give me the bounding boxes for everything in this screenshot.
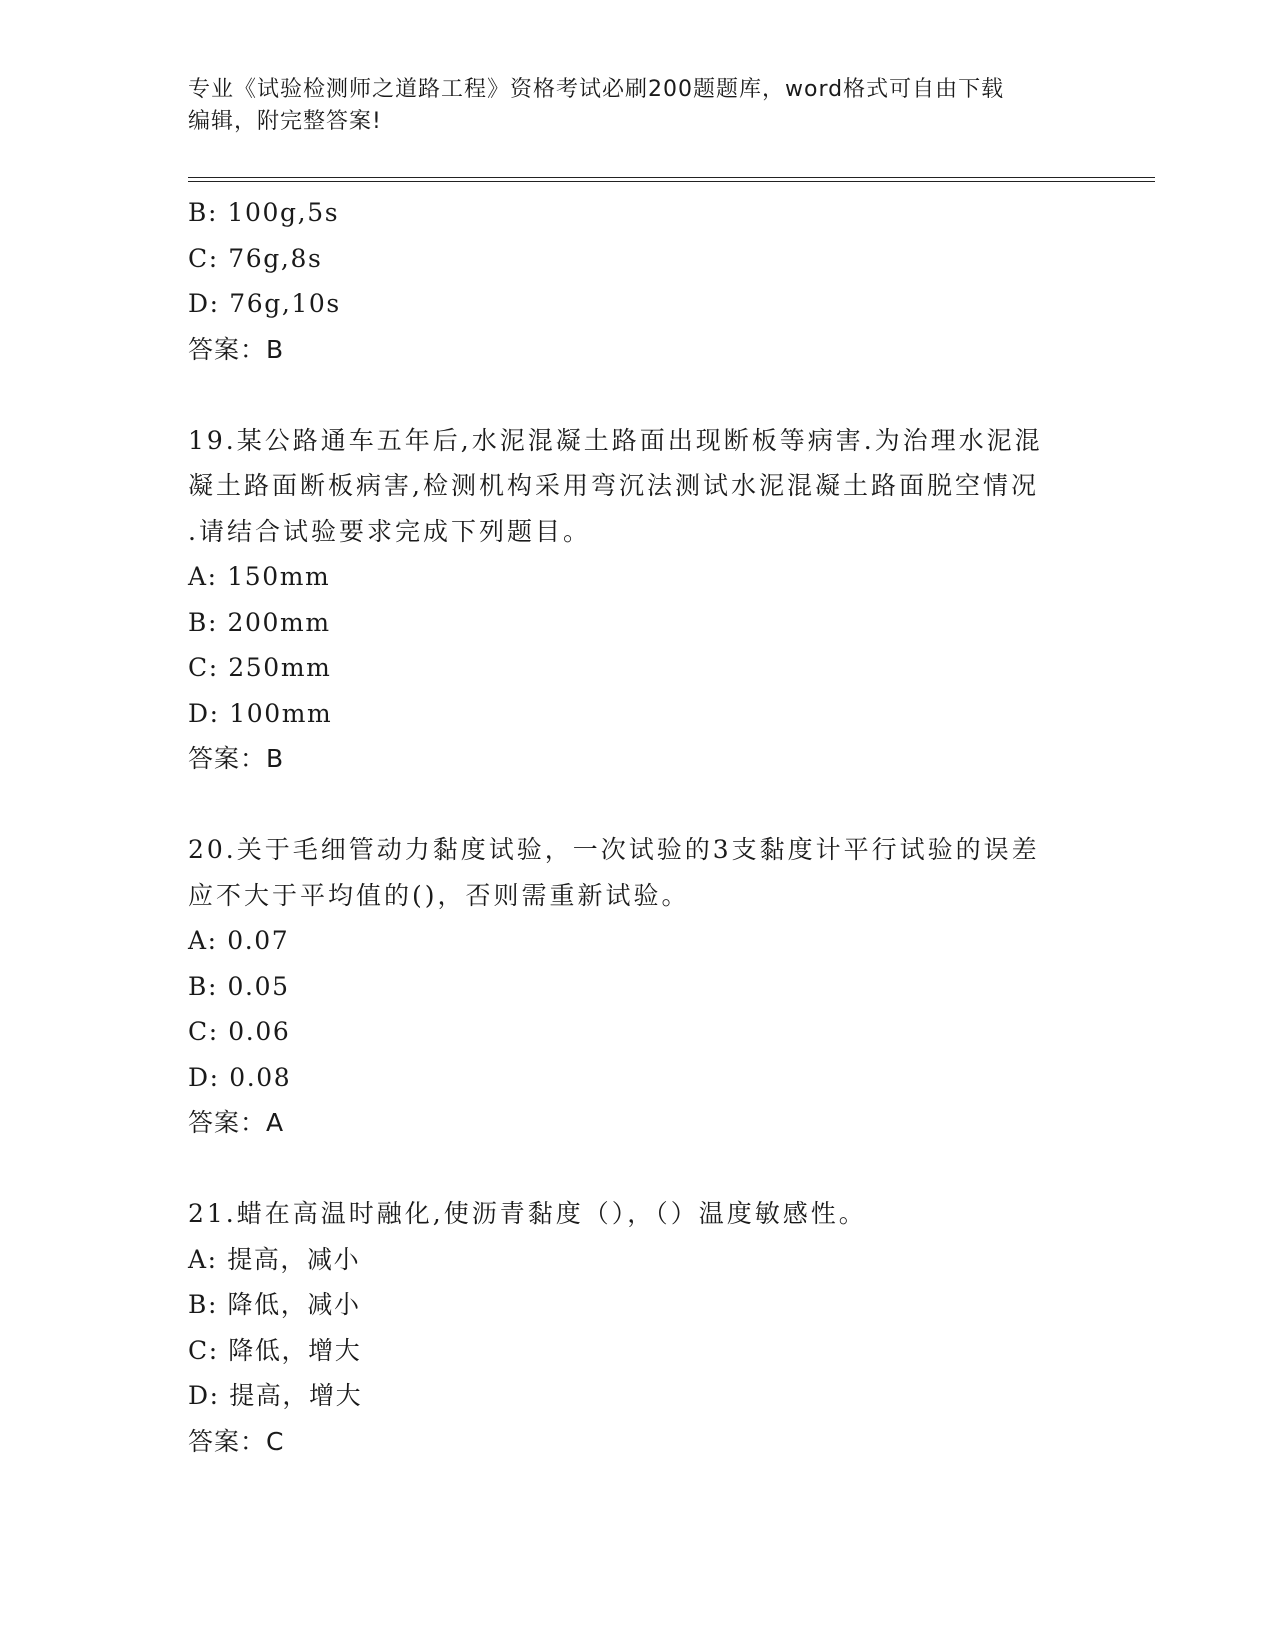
option-b: B: 100g,5s [188, 198, 340, 227]
question-text-line: .请结合试验要求完成下列题目。 [188, 516, 591, 546]
option-d: D: 0.08 [188, 1062, 292, 1092]
option-d: D: 76g,10s [188, 289, 341, 318]
header-divider-top [188, 177, 1155, 178]
header-title-line-1: 专业《试验检测师之道路工程》资格考试必刷200题题库，word格式可自由下载 [188, 77, 1005, 102]
question-text-line: 应不大于平均值的()，否则需重新试验。 [188, 880, 690, 910]
option-c: C: 250mm [188, 653, 332, 682]
option-a: A: 150mm [188, 562, 331, 591]
spacer [188, 372, 1088, 418]
header-divider-bottom [188, 181, 1155, 182]
answer-line: 答案：B [188, 744, 285, 773]
option-a: A: 提高，减小 [188, 1244, 361, 1274]
option-c: C: 降低，增大 [188, 1335, 362, 1365]
question-block-18 [188, 190, 1088, 372]
question-text-line: 20.关于毛细管动力黏度试验，一次试验的3支黏度计平行试验的误差 [188, 835, 1040, 864]
answer-line: 答案：C [188, 1426, 285, 1456]
answer-line: 答案：A [188, 1108, 285, 1137]
option-a: A: 0.07 [188, 926, 290, 955]
spacer [188, 782, 1088, 828]
option-c: C: 0.06 [188, 1017, 291, 1046]
option-d: D: 100mm [188, 698, 333, 728]
option-d: D: 提高，增大 [188, 1381, 363, 1410]
question-text-line: 19.某公路通车五年后,水泥混凝土路面出现断板等病害.为治理水泥混 [188, 425, 1043, 455]
header-title-line-2: 编辑，附完整答案! [188, 109, 382, 134]
question-text-line: 凝土路面断板病害,检测机构采用弯沉法测试水泥混凝土路面脱空情况 [188, 471, 1039, 500]
option-b: B: 0.05 [188, 971, 290, 1001]
question-block-20 [188, 827, 1088, 1146]
question-text-line: 21.蜡在高温时融化,使沥青黏度（），（）温度敏感性。 [188, 1199, 867, 1228]
option-b: B: 降低，减小 [188, 1290, 361, 1319]
option-b: B: 200mm [188, 607, 331, 637]
option-c: C: 76g,8s [188, 243, 323, 273]
spacer [188, 1146, 1088, 1192]
answer-line: 答案：B [188, 334, 285, 364]
question-list [188, 190, 1088, 1464]
question-block-21 [188, 1191, 1088, 1464]
document-header [188, 74, 1078, 138]
question-block-19 [188, 418, 1088, 782]
